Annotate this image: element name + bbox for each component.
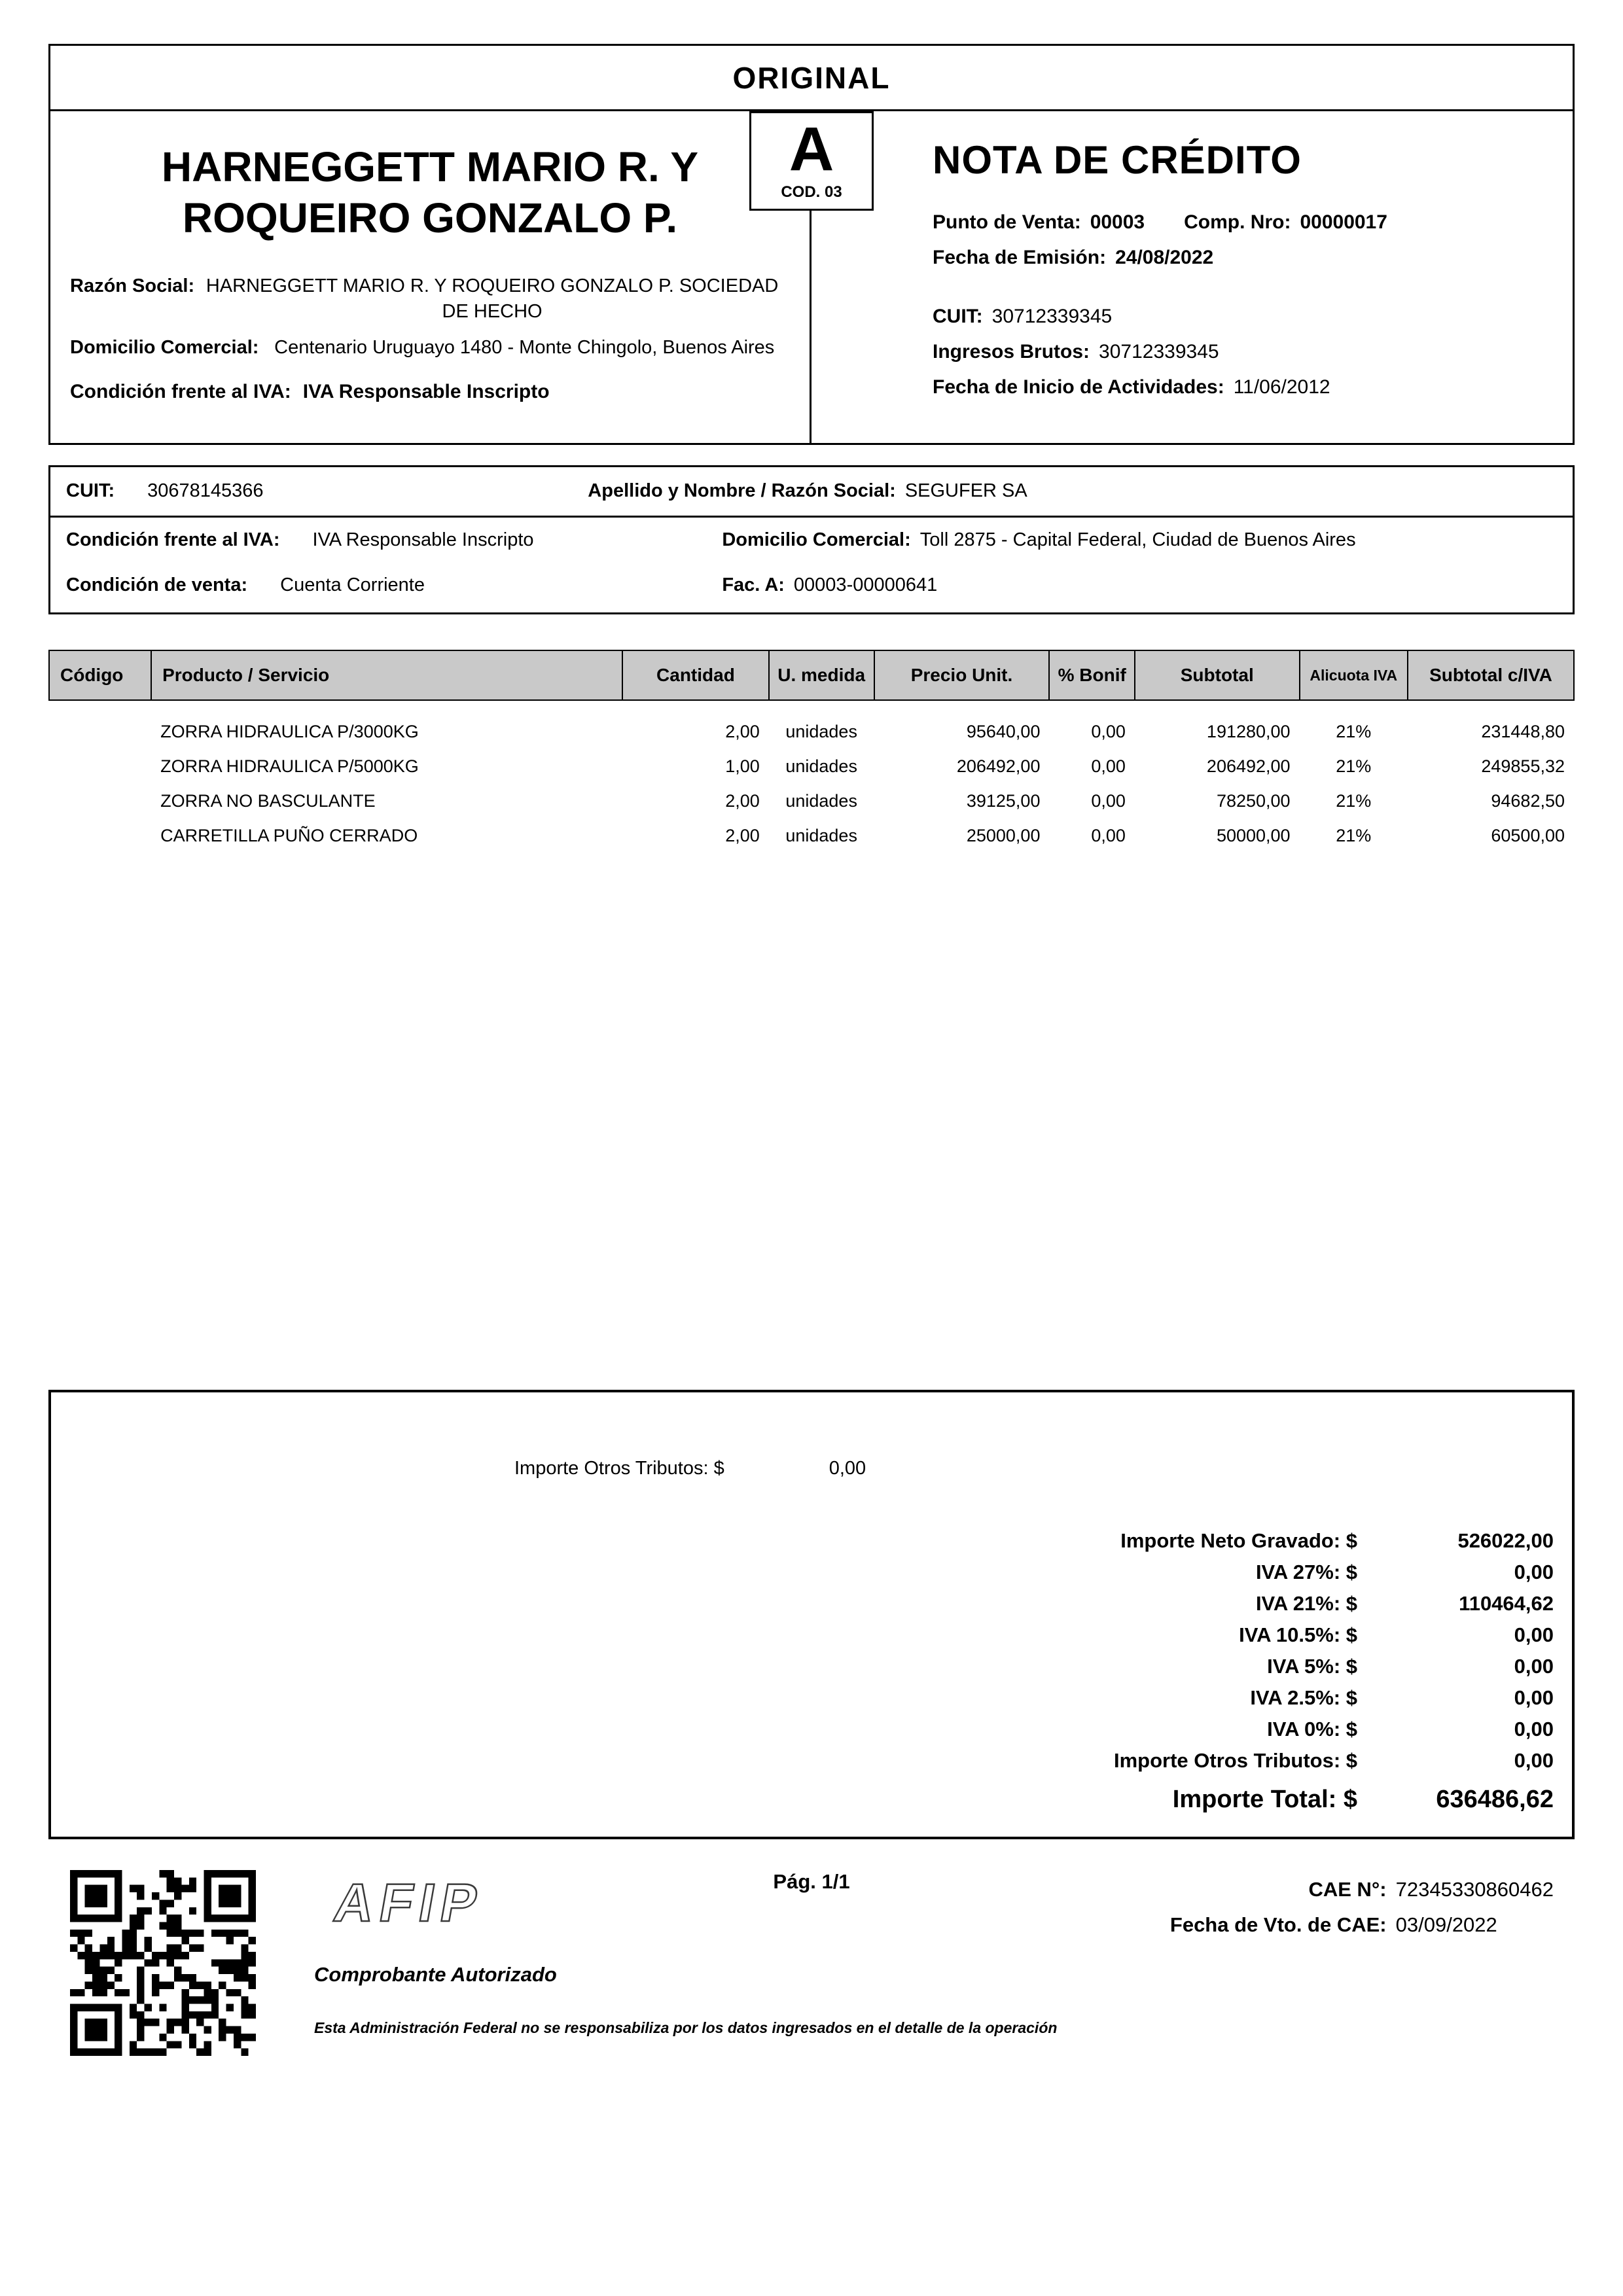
customer-condicion-iva xyxy=(66,528,722,553)
customer-box xyxy=(48,465,1575,614)
items-header-row xyxy=(49,650,1574,700)
cell-producto: CARRETILLA PUÑO CERRADO xyxy=(151,817,622,852)
customer-row-2 xyxy=(50,518,1573,563)
seller-razon-social-row xyxy=(70,274,790,325)
col-precio-unit: Precio Unit. xyxy=(874,650,1050,700)
page-number: Pág. 1/1 xyxy=(773,1870,850,1893)
copy-type-label: ORIGINAL xyxy=(50,46,1573,111)
customer-name-value: SEGUFER SA xyxy=(904,480,1027,501)
cell-subtotal-civa: 249855,32 xyxy=(1408,748,1574,783)
total-value: 110464,62 xyxy=(1459,1592,1554,1615)
condicion-iva-value: IVA Responsable Inscripto xyxy=(302,380,550,402)
seller-name: HARNEGGETT MARIO R. Y ROQUEIRO GONZALO P. xyxy=(161,143,699,242)
total-value: 636486,62 xyxy=(1436,1786,1554,1813)
otros-tributos-top-row xyxy=(69,1458,1554,1479)
total-row-importe-total xyxy=(69,1776,1554,1818)
cell-subtotal: 191280,00 xyxy=(1135,700,1300,748)
total-label: IVA 2.5%: $ xyxy=(1250,1686,1357,1709)
cell-subtotal: 78250,00 xyxy=(1135,783,1300,817)
cell-cantidad: 2,00 xyxy=(622,817,769,852)
customer-condicion-venta xyxy=(66,573,722,598)
customer-condicion-venta-value: Cuenta Corriente xyxy=(280,574,425,596)
table-row xyxy=(49,817,1574,852)
cae-label: CAE N°: xyxy=(1308,1878,1387,1901)
cell-umedida: unidades xyxy=(769,817,874,852)
cae-vto-label: Fecha de Vto. de CAE: xyxy=(1169,1913,1387,1936)
total-row-iva-0 xyxy=(69,1714,1554,1745)
punto-venta-value: 00003 xyxy=(1090,211,1145,233)
punto-venta-label: Punto de Venta: xyxy=(933,211,1081,233)
otros-tributos-top-value: 0,00 xyxy=(829,1458,866,1479)
razon-social-label: Razón Social: xyxy=(70,275,195,297)
total-value: 0,00 xyxy=(1514,1686,1554,1709)
fecha-emision-label: Fecha de Emisión: xyxy=(933,247,1107,268)
total-value: 0,00 xyxy=(1514,1718,1554,1740)
cell-codigo xyxy=(49,700,151,748)
inicio-actividades-row xyxy=(933,376,1553,398)
seller-cuit-value: 30712339345 xyxy=(991,306,1113,327)
customer-fac-label: Fac. A: xyxy=(722,574,785,596)
customer-domicilio-label: Domicilio Comercial: xyxy=(722,529,911,550)
cell-cantidad: 1,00 xyxy=(622,748,769,783)
customer-cuit-value: 30678145366 xyxy=(147,480,264,501)
customer-condicion-iva-label: Condición frente al IVA: xyxy=(66,529,280,550)
inicio-actividades-label: Fecha de Inicio de Actividades: xyxy=(933,376,1224,398)
invoice-letter-code: COD. 03 xyxy=(781,183,842,201)
col-cantidad: Cantidad xyxy=(622,650,769,700)
invoice-letter-box xyxy=(749,111,874,211)
customer-row-3 xyxy=(50,563,1573,612)
cell-bonif: 0,00 xyxy=(1049,783,1134,817)
total-label: IVA 5%: $ xyxy=(1267,1655,1357,1678)
cell-umedida: unidades xyxy=(769,748,874,783)
cell-precio-unit: 206492,00 xyxy=(874,748,1050,783)
comprobante-autorizado-label: Comprobante Autorizado xyxy=(314,1963,557,1986)
total-label: Importe Neto Gravado: $ xyxy=(1120,1529,1357,1552)
cell-producto: ZORRA HIDRAULICA P/5000KG xyxy=(151,748,622,783)
items-table xyxy=(48,650,1575,852)
total-label: IVA 10.5%: $ xyxy=(1239,1623,1357,1646)
total-label: IVA 0%: $ xyxy=(1267,1718,1357,1740)
totals-box xyxy=(48,1390,1575,1839)
seller-cuit-label: CUIT: xyxy=(933,306,983,327)
customer-domicilio-value: Toll 2875 - Capital Federal, Ciudad de Buenos Aires xyxy=(919,529,1356,550)
comp-nro-label: Comp. Nro: xyxy=(1184,211,1291,233)
comp-nro-value: 00000017 xyxy=(1300,211,1387,233)
cell-alicuota: 21% xyxy=(1300,748,1408,783)
cell-umedida: unidades xyxy=(769,783,874,817)
seller-domicilio-row xyxy=(70,335,790,361)
total-label: Importe Otros Tributos: $ xyxy=(1113,1749,1357,1772)
customer-condicion-venta-label: Condición de venta: xyxy=(66,574,248,596)
cell-producto: ZORRA NO BASCULANTE xyxy=(151,783,622,817)
total-label: IVA 27%: $ xyxy=(1255,1561,1357,1583)
cell-precio-unit: 39125,00 xyxy=(874,783,1050,817)
total-row-iva-21 xyxy=(69,1588,1554,1619)
customer-domicilio xyxy=(722,528,1557,553)
total-value: 526022,00 xyxy=(1457,1529,1554,1552)
totals-rows xyxy=(69,1525,1554,1818)
cell-alicuota: 21% xyxy=(1300,817,1408,852)
customer-fac xyxy=(722,573,1557,598)
cell-codigo xyxy=(49,783,151,817)
invoice-header xyxy=(48,44,1575,445)
cell-subtotal-civa: 94682,50 xyxy=(1408,783,1574,817)
cae-value: 72345330860462 xyxy=(1395,1878,1554,1901)
fecha-emision-value: 24/08/2022 xyxy=(1115,247,1214,268)
table-row xyxy=(49,700,1574,748)
seller-cuit-row xyxy=(933,306,1553,328)
ingresos-brutos-row xyxy=(933,341,1553,363)
cell-subtotal: 50000,00 xyxy=(1135,817,1300,852)
total-row-neto-gravado xyxy=(69,1525,1554,1557)
cae-vto-value: 03/09/2022 xyxy=(1395,1913,1497,1936)
cell-alicuota: 21% xyxy=(1300,700,1408,748)
customer-condicion-iva-value: IVA Responsable Inscripto xyxy=(312,529,534,550)
customer-cuit xyxy=(66,479,588,504)
ingresos-brutos-value: 30712339345 xyxy=(1099,341,1219,362)
domicilio-label: Domicilio Comercial: xyxy=(70,337,259,359)
total-row-iva-5 xyxy=(69,1651,1554,1682)
total-value: 0,00 xyxy=(1514,1623,1554,1646)
cell-umedida: unidades xyxy=(769,700,874,748)
cell-cantidad: 2,00 xyxy=(622,783,769,817)
invoice-letter: A xyxy=(789,115,834,184)
cell-precio-unit: 95640,00 xyxy=(874,700,1050,748)
domicilio-value: Centenario Uruguayo 1480 - Monte Chingolo, Buenos Aires xyxy=(274,337,775,359)
total-label: IVA 21%: $ xyxy=(1255,1592,1357,1615)
total-row-otros-tributos xyxy=(69,1745,1554,1776)
cell-producto: ZORRA HIDRAULICA P/3000KG xyxy=(151,700,622,748)
total-row-iva-27 xyxy=(69,1557,1554,1588)
col-alicuota-iva: Alicuota IVA xyxy=(1300,650,1408,700)
inicio-actividades-value: 11/06/2012 xyxy=(1233,376,1330,398)
cell-subtotal-civa: 231448,80 xyxy=(1408,700,1574,748)
customer-name-label: Apellido y Nombre / Razón Social: xyxy=(588,480,896,501)
total-value: 0,00 xyxy=(1514,1561,1554,1583)
razon-social-value: HARNEGGETT MARIO R. Y ROQUEIRO GONZALO P. SOCIEDAD DE HECHO xyxy=(205,275,779,323)
total-label: Importe Total: $ xyxy=(1172,1786,1357,1813)
total-value: 0,00 xyxy=(1514,1655,1554,1678)
cell-codigo xyxy=(49,748,151,783)
afip-disclaimer: Esta Administración Federal no se responsabiliza por los datos ingresados en el detalle de la operación xyxy=(314,2019,1058,2036)
ingresos-brutos-label: Ingresos Brutos: xyxy=(933,341,1090,362)
col-subtotal-civa: Subtotal c/IVA xyxy=(1408,650,1574,700)
cell-alicuota: 21% xyxy=(1300,783,1408,817)
qr-code xyxy=(70,1870,256,2056)
total-row-iva-2-5 xyxy=(69,1682,1554,1714)
fecha-emision-row xyxy=(933,247,1553,269)
table-row xyxy=(49,783,1574,817)
customer-name xyxy=(588,479,1557,504)
seller-panel xyxy=(50,111,812,443)
document-title: NOTA DE CRÉDITO xyxy=(933,138,1302,182)
cae-block xyxy=(1170,1878,1554,1937)
comp-nro-pair xyxy=(1184,211,1387,234)
condicion-iva-label: Condición frente al IVA: xyxy=(70,380,291,402)
afip-logo-text: AFIP xyxy=(329,1873,489,1933)
col-umedida: U. medida xyxy=(769,650,874,700)
total-row-iva-10-5 xyxy=(69,1619,1554,1651)
customer-row-1 xyxy=(50,467,1573,518)
cell-subtotal-civa: 60500,00 xyxy=(1408,817,1574,852)
col-bonif: % Bonif xyxy=(1049,650,1134,700)
col-producto: Producto / Servicio xyxy=(151,650,622,700)
cell-bonif: 0,00 xyxy=(1049,748,1134,783)
cell-precio-unit: 25000,00 xyxy=(874,817,1050,852)
invoice-info-panel xyxy=(812,111,1573,443)
total-value: 0,00 xyxy=(1514,1749,1554,1772)
cell-bonif: 0,00 xyxy=(1049,817,1134,852)
otros-tributos-top-label: Importe Otros Tributos: $ xyxy=(514,1458,724,1479)
header-body xyxy=(50,111,1573,443)
customer-cuit-label: CUIT: xyxy=(66,480,115,501)
cell-cantidad: 2,00 xyxy=(622,700,769,748)
punto-venta-pair xyxy=(933,211,1145,234)
table-row xyxy=(49,748,1574,783)
cell-codigo xyxy=(49,817,151,852)
cell-subtotal: 206492,00 xyxy=(1135,748,1300,783)
punto-venta-row xyxy=(933,211,1553,234)
col-codigo: Código xyxy=(49,650,151,700)
cell-bonif: 0,00 xyxy=(1049,700,1134,748)
customer-fac-value: 00003-00000641 xyxy=(793,574,938,596)
col-subtotal: Subtotal xyxy=(1135,650,1300,700)
seller-condicion-iva-row xyxy=(70,381,790,403)
